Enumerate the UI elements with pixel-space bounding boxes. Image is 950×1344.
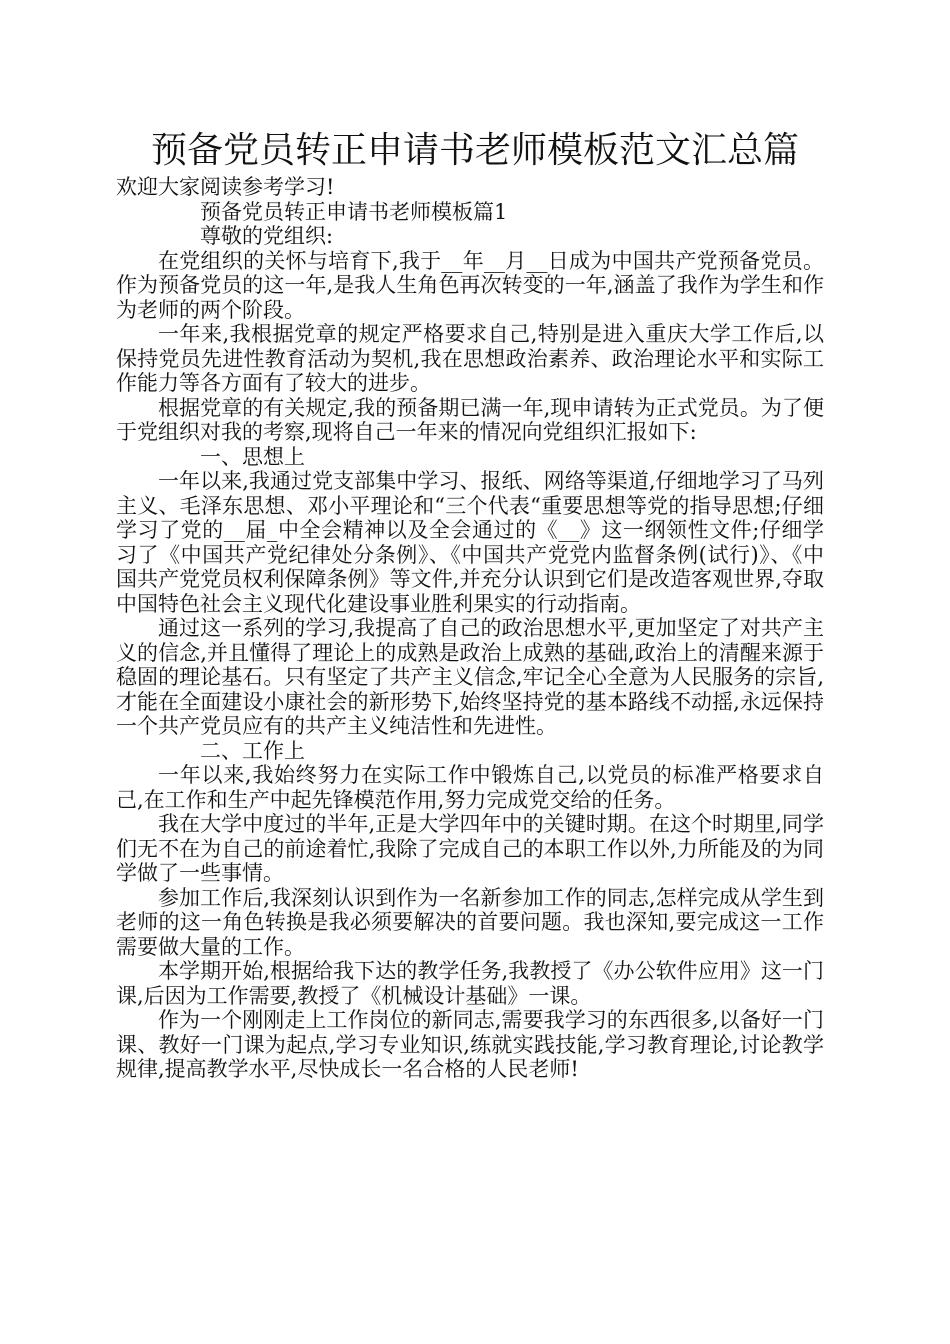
paragraph: 一年以来,我通过党支部集中学习、报纸、网络等渠道,仔细地学习了马列主义、毛泽东思想、邓小平理论和“三个代表“重要思想等党的指导思想;仔细学习了党的__届_中全会精神以及全会通过的《__》这一纲领性文件;仔细学习了《中国共产党纪律处分条例》、《中国共产党党内监督条例(试行)》、《中国共产党党员权利保障条例》等文件,并充分认识到它们是改造客观世界,夺取中国特色社会主义现代化建设事业胜利果实的行动指南。	[116, 469, 824, 616]
intro-line: 欢迎大家阅读参考学习!	[116, 175, 335, 199]
section-heading-work: 二、工作上	[200, 738, 305, 763]
paragraph: 在党组织的关怀与培育下,我于__年__月__日成为中国共产党预备党员。作为预备党员的这一年,是我人生角色再次转变的一年,涵盖了我作为学生和作为老师的两个阶段。	[116, 248, 824, 322]
paragraph: 一年来,我根据党章的规定严格要求自己,特别是进入重庆大学工作后,以保持党员先进性教育活动为契机,我在思想政治素养、政治理论水平和实际工作能力等各方面有了较大的进步。	[116, 322, 824, 395]
paragraph: 根据党章的有关规定,我的预备期已满一年,现申请转为正式党员。为了便于党组织对我的考察,现将自己一年来的情况向党组织汇报如下:	[116, 395, 824, 444]
paragraph: 通过这一系列的学习,我提高了自己的政治思想水平,更加坚定了对共产主义的信念,并且懂得了理论上的成熟是政治上成熟的基础,政治上的清醒来源于稳固的理论基石。只有坚定了共产主义信念,牢记全心全意为人民服务的宗旨,才能在全面建设小康社会的新形势下,始终坚持党的基本路线不动摇,永远保持一个共产党员应有的共产主义纯洁性和先进性。	[116, 616, 824, 738]
paragraph: 参加工作后,我深刻认识到作为一名新参加工作的同志,怎样完成从学生到老师的这一角色转换是我必须要解决的首要问题。我也深知,要完成这一工作需要做大量的工作。	[116, 885, 824, 959]
paragraph: 一年以来,我始终努力在实际工作中锻炼自己,以党员的标准严格要求自己,在工作和生产中起先锋模范作用,努力完成党交给的任务。	[116, 763, 824, 812]
paragraph: 本学期开始,根据给我下达的教学任务,我教授了《办公软件应用》这一门课,后因为工作需要,教授了《机械设计基础》一课。	[116, 959, 824, 1008]
section-heading-thought: 一、思想上	[200, 444, 305, 469]
document-title: 预备党员转正申请书老师模板范文汇总篇	[150, 130, 799, 171]
paragraph: 作为一个刚刚走上工作岗位的新同志,需要我学习的东西很多,以备好一门课、教好一门课为起点,学习专业知识,练就实践技能,学习教育理论,讨论教学规律,提高教学水平,尽快成长一名合格的人民老师!	[116, 1008, 824, 1081]
subtitle-line: 预备党员转正申请书老师模板篇1	[200, 199, 508, 224]
paragraph: 我在大学中度过的半年,正是大学四年中的关键时期。在这个时期里,同学们无不在为自己的前途着忙,我除了完成自己的本职工作以外,力所能及的为同学做了一些事情。	[116, 812, 824, 885]
document-body	[116, 175, 824, 1082]
salutation-line: 尊敬的党组织:	[200, 224, 334, 248]
